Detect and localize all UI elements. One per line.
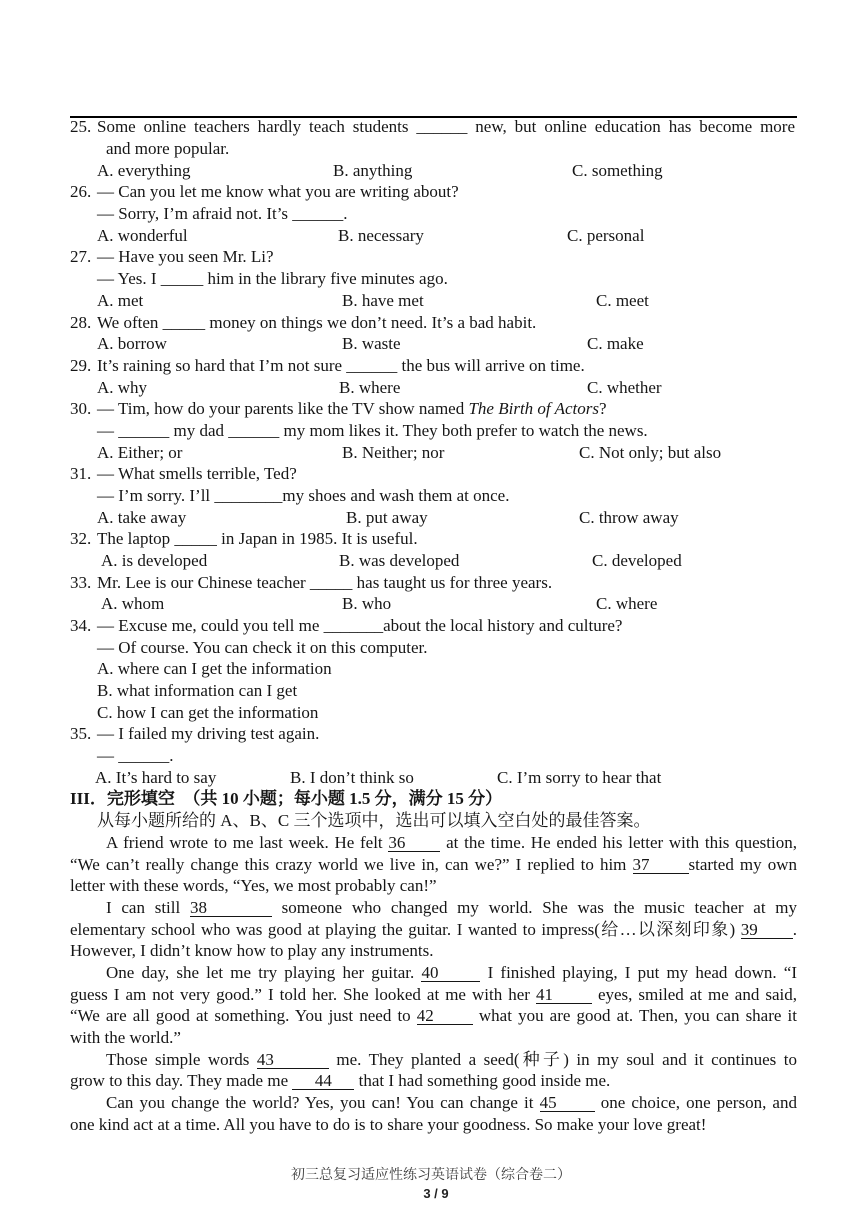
blank-42: 42 — [417, 1007, 473, 1025]
passage-text: . — [792, 919, 797, 939]
stem-text: — I’m sorry. I’ll ________my shoes and wash them at once. — [97, 485, 510, 505]
question-stem-line — [97, 116, 795, 138]
option-b: B. waste — [342, 334, 401, 354]
blank-43: 43 — [257, 1051, 329, 1069]
blank-38: 38 — [190, 899, 272, 917]
option-a: A. is developed — [101, 551, 208, 570]
passage-text: One day, she let me try playing her guitar. — [106, 962, 422, 982]
passage-text: A friend wrote to me last week. He felt — [106, 832, 389, 852]
stem-text: — What smells terrible, Ted? — [97, 464, 297, 484]
question-stem-line — [97, 615, 622, 637]
passage-text: letter with these words, “Yes, we most probably can!” — [70, 876, 437, 896]
stem-text: The laptop _____ in Japan in 1985. It is useful. — [97, 529, 418, 549]
blank-40: 40 — [421, 964, 480, 982]
question-stem-line — [97, 723, 319, 745]
option-a: A. Either; or — [97, 442, 183, 462]
question-number: 27. — [70, 247, 92, 267]
stem-text: — Can you let me know what you are writing about? — [97, 182, 459, 202]
question-stem-line — [97, 485, 509, 507]
section-instruction: 从每小题所给的 A、B、C 三个选项中，选出可以填入空白处的最佳答案。 — [97, 811, 651, 831]
option-c: C. throw away — [579, 507, 679, 527]
passage-text: started my own — [688, 854, 797, 874]
question-stem-line — [97, 246, 274, 268]
question-number: 31. — [70, 464, 92, 484]
option-b: B. put away — [346, 507, 428, 527]
option-a: A. wonderful — [97, 225, 188, 245]
stem-text: Some online teachers hardly teach students ______ new, but online education has become more — [97, 117, 795, 137]
passage-line — [70, 984, 797, 1006]
option-b: B. anything — [333, 160, 413, 180]
passage-text: guess I am not very good.” I told her. She looked at me with her — [70, 984, 536, 1004]
question-number: 33. — [70, 572, 92, 592]
question-stem-line — [97, 463, 297, 485]
question-stem-line — [106, 138, 229, 160]
passage-line — [70, 940, 434, 962]
question-number: 26. — [70, 182, 92, 202]
show-title: The Birth of Actors — [468, 399, 599, 419]
passage-line — [106, 962, 797, 984]
passage-text: eyes, smiled at me and said, — [591, 984, 797, 1004]
option-a: A. why — [97, 377, 148, 397]
option-c: C. I’m sorry to hear that — [497, 767, 662, 787]
passage-text: one choice, one person, and — [594, 1093, 797, 1112]
stem-text: ? — [598, 399, 607, 419]
question-stem-line — [97, 637, 428, 659]
stem-text: — Excuse me, could you tell me _______about the local history and culture? — [97, 616, 623, 636]
option-b: B. Neither; nor — [342, 442, 445, 462]
option-b: B. necessary — [338, 225, 424, 245]
page-number: 3 / 9 — [423, 1186, 449, 1201]
stem-text: — Sorry, I’m afraid not. It’s ______. — [97, 204, 348, 224]
stem-text: Mr. Lee is our Chinese teacher _____ has taught us for three years. — [97, 572, 553, 592]
option-a: A. everything — [97, 160, 191, 180]
passage-text: I can still — [106, 897, 190, 917]
option-a: A. whom — [101, 594, 165, 614]
option-b: B. have met — [342, 290, 424, 310]
option-a: A. where can I get the information — [97, 659, 332, 679]
option-a: A. met — [97, 290, 144, 310]
passage-text: I finished playing, I put my head down. “I — [480, 962, 797, 982]
question-number: 29. — [70, 355, 92, 375]
question-stem-line — [97, 528, 418, 550]
question-stem-line — [97, 572, 552, 594]
stem-text: — Have you seen Mr. Li? — [97, 247, 274, 267]
passage-text: “We can’t really change this crazy world we live in, can we?” I replied to him — [70, 854, 633, 874]
question-stem-line — [97, 420, 648, 442]
passage-text: what you are good at. Then, you can share it — [472, 1006, 797, 1026]
passage-line — [70, 919, 797, 941]
option-c: C. meet — [596, 290, 649, 310]
option-c: C. how I can get the information — [97, 702, 319, 722]
stem-text: — ______. — [97, 746, 174, 766]
stem-text: It’s raining so hard that I’m not sure ______ the bus will arrive on time. — [97, 355, 585, 375]
option-c: C. personal — [567, 225, 645, 245]
passage-text: at the time. He ended his letter with this question, — [440, 832, 797, 852]
blank-39: 39 — [741, 921, 793, 939]
passage-text: However, I didn’t know how to play any instruments. — [70, 941, 434, 961]
blank-37: 37 — [633, 856, 689, 874]
option-a: A. take away — [97, 507, 187, 527]
question-number: 34. — [70, 616, 92, 636]
stem-text: and more popular. — [106, 139, 230, 159]
question-stem-line — [97, 745, 174, 767]
passage-line — [106, 1049, 797, 1071]
passage-text: with the world.” — [70, 1027, 181, 1047]
option-b: B. what information can I get — [97, 681, 298, 701]
stem-text: — Of course. You can check it on this computer. — [97, 637, 428, 657]
option-b: B. who — [342, 594, 392, 614]
option-c: C. make — [587, 334, 644, 354]
stem-text: — Tim, how do your parents like the TV show named — [97, 399, 469, 419]
option-c: C. Not only; but also — [579, 442, 722, 462]
question-number: 28. — [70, 312, 92, 332]
passage-line — [70, 854, 797, 876]
question-stem-line — [97, 312, 536, 334]
question-number: 25. — [70, 117, 92, 137]
passage-text: me. They planted a seed(种子) in my soul and it continues to — [328, 1049, 797, 1069]
passage-text: one kind act at a time. All you have to do is to share your goodness. So make your love great! — [70, 1114, 707, 1134]
footer-title: 初三总复习适应性练习英语试卷（综合卷二） — [291, 1167, 571, 1183]
passage-line — [106, 832, 797, 854]
passage-line — [106, 1092, 797, 1114]
stem-text: — Yes. I _____ him in the library five minutes ago. — [97, 269, 448, 289]
passage-text: grow to this day. They made me — [70, 1071, 293, 1091]
option-a: A. borrow — [97, 334, 167, 354]
blank-36: 36 — [388, 834, 440, 852]
passage-line — [70, 1027, 181, 1049]
option-b: B. where — [339, 377, 401, 397]
question-stem-line — [97, 355, 585, 377]
option-c: C. something — [572, 160, 663, 180]
passage-line — [70, 875, 437, 897]
option-b: B. I don’t think so — [290, 767, 414, 787]
passage-line — [70, 1005, 797, 1027]
passage-text: Those simple words — [106, 1049, 257, 1069]
question-number: 30. — [70, 399, 92, 419]
option-c: C. whether — [587, 377, 662, 397]
passage-text: “We are all good at something. You just need to — [70, 1006, 417, 1026]
passage-text: someone who changed my world. She was the music teacher at my — [271, 897, 797, 917]
blank-45: 45 — [540, 1094, 595, 1112]
option-c: C. developed — [592, 551, 682, 570]
question-stem-line — [97, 203, 348, 225]
passage-text: Can you change the world? Yes, you can! You can change it — [106, 1093, 540, 1112]
passage-text: that I had something good inside me. — [354, 1071, 611, 1091]
question-stem-line — [97, 181, 459, 203]
stem-text: — I failed my driving test again. — [97, 724, 320, 744]
option-c: C. where — [596, 594, 658, 614]
passage-line — [106, 897, 797, 919]
blank-44: 44 — [292, 1072, 354, 1090]
question-number: 32. — [70, 529, 92, 549]
stem-text: We often _____ money on things we don’t need. It’s a bad habit. — [97, 312, 537, 332]
question-stem-line — [97, 268, 448, 290]
passage-text: elementary school who was good at playing the guitar. I wanted to impress(给…以深刻印象) — [70, 919, 741, 939]
option-a: A. It’s hard to say — [95, 767, 217, 787]
section-heading: III．完形填空 （共 10 小题；每小题 1.5 分，满分 15 分） — [70, 789, 503, 809]
passage-line — [70, 1070, 610, 1092]
blank-41: 41 — [536, 986, 592, 1004]
question-number: 35. — [70, 724, 92, 744]
passage-line — [70, 1114, 706, 1136]
question-stem-line — [97, 398, 607, 420]
option-b: B. was developed — [339, 551, 460, 570]
stem-text: — ______ my dad ______ my mom likes it. They both prefer to watch the news. — [97, 420, 648, 440]
